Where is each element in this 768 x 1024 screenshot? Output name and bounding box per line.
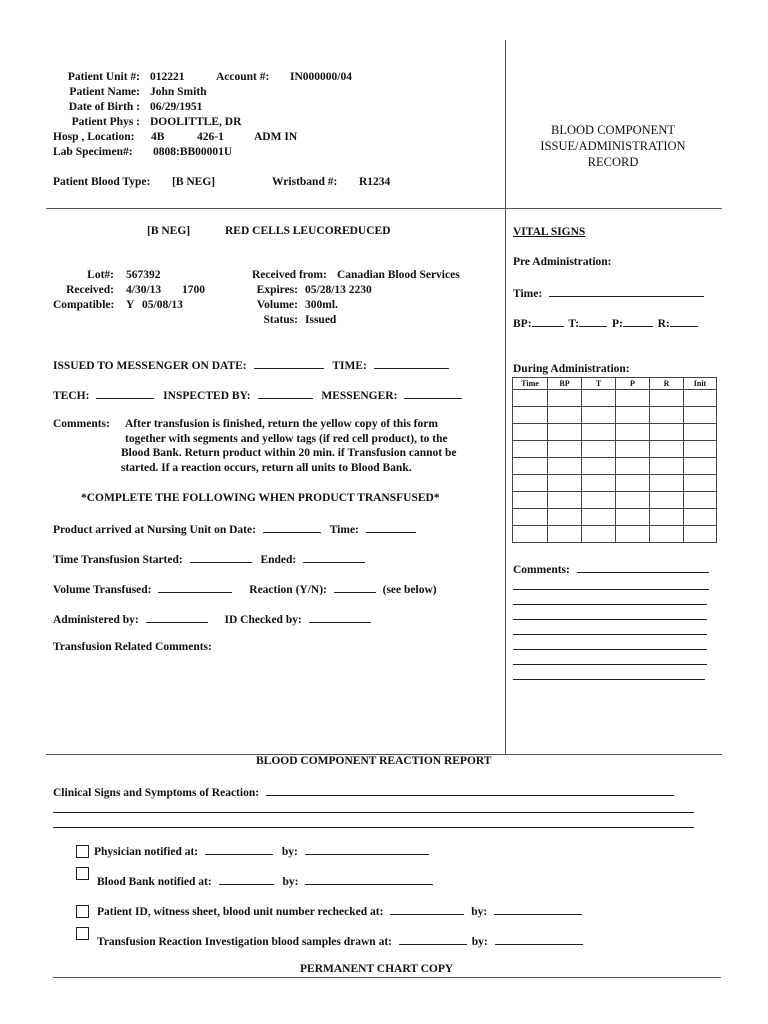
phys-value: DOOLITTLE, DR bbox=[150, 116, 242, 128]
unit-value: 012221 bbox=[150, 71, 185, 83]
administered-label: Administered by: bbox=[53, 614, 139, 626]
vitals-table-cell[interactable] bbox=[684, 492, 717, 509]
expires-value: 05/28/13 2230 bbox=[305, 284, 372, 296]
started-row bbox=[53, 552, 365, 566]
vitals-table-row bbox=[513, 407, 717, 424]
vitals-table-cell[interactable] bbox=[548, 407, 582, 424]
bloodbank-checkbox[interactable] bbox=[76, 867, 89, 880]
product-name: RED CELLS LEUCOREDUCED bbox=[225, 225, 391, 237]
comments-line-1: After transfusion is finished, return the yellow copy of this form bbox=[125, 418, 438, 430]
vitals-table-cell[interactable] bbox=[650, 424, 684, 441]
tech-label: TECH: bbox=[53, 390, 90, 402]
vitals-table-cell[interactable] bbox=[513, 407, 548, 424]
location-label: Hosp , Location: bbox=[53, 131, 135, 143]
lot-value: 567392 bbox=[126, 269, 161, 281]
recheck-label: Patient ID, witness sheet, blood unit number rechecked at: bbox=[97, 906, 384, 918]
ended-label: Ended: bbox=[260, 554, 297, 566]
vitals-table-cell[interactable] bbox=[616, 458, 650, 475]
volume-label: Volume: bbox=[256, 299, 298, 311]
specimen-value: 0808:BB00001U bbox=[153, 146, 233, 158]
physician-by-field[interactable] bbox=[305, 844, 429, 855]
t-field[interactable] bbox=[579, 316, 607, 327]
col-bp: BP bbox=[548, 378, 582, 390]
vital-signs-heading: VITAL SIGNS bbox=[513, 226, 586, 238]
vitals-table-cell[interactable] bbox=[548, 492, 582, 509]
vitals-table-cell[interactable] bbox=[684, 441, 717, 458]
vitals-table-row bbox=[513, 390, 717, 407]
physician-checkbox[interactable] bbox=[76, 845, 89, 858]
vitals-table-cell[interactable] bbox=[616, 390, 650, 407]
vitals-table-row bbox=[513, 458, 717, 475]
transfused-heading: *COMPLETE THE FOLLOWING WHEN PRODUCT TRANSFUSED* bbox=[81, 492, 440, 504]
physician-by-label: by: bbox=[281, 846, 298, 858]
administered-row bbox=[53, 612, 371, 626]
related-comments-label: Transfusion Related Comments: bbox=[53, 641, 212, 653]
vitals-table-header bbox=[513, 378, 717, 390]
bloodbank-label: Blood Bank notified at: bbox=[97, 876, 212, 888]
location-code: 4B bbox=[151, 131, 165, 143]
vitals-table-cell[interactable] bbox=[684, 390, 717, 407]
blood-type-label: Patient Blood Type: bbox=[53, 176, 151, 188]
messenger-label: MESSENGER: bbox=[321, 390, 398, 402]
product-type: [B NEG] bbox=[147, 225, 191, 237]
volume-transfused-field[interactable] bbox=[158, 582, 232, 593]
col-p: P bbox=[616, 378, 650, 390]
form-title bbox=[513, 122, 713, 170]
vitals-table-cell[interactable] bbox=[548, 424, 582, 441]
vitals-table-cell[interactable] bbox=[582, 492, 616, 509]
vitals-table-cell[interactable] bbox=[582, 526, 616, 543]
dob-value: 06/29/1951 bbox=[150, 101, 203, 113]
vitals-table-cell[interactable] bbox=[513, 492, 548, 509]
vitals-table-cell[interactable] bbox=[513, 526, 548, 543]
bp-label: BP: bbox=[513, 318, 532, 330]
investigation-by-label: by: bbox=[471, 936, 488, 948]
vitals-table-cell[interactable] bbox=[650, 475, 684, 492]
phys-label: Patient Phys : bbox=[71, 116, 140, 128]
id-checked-label: ID Checked by: bbox=[224, 614, 302, 626]
issue-date-row bbox=[53, 358, 449, 372]
vitals-table-cell[interactable] bbox=[548, 390, 582, 407]
dob-label: Date of Birth : bbox=[68, 101, 140, 113]
vitals-table bbox=[512, 377, 717, 543]
vitals-table-cell[interactable] bbox=[582, 458, 616, 475]
vitals-comments-row bbox=[513, 562, 709, 576]
physician-label: Physician notified at: bbox=[94, 846, 199, 858]
wristband-value: R1234 bbox=[359, 176, 391, 188]
vitals-table-cell[interactable] bbox=[684, 526, 717, 543]
vitals-table-cell[interactable] bbox=[684, 509, 717, 526]
compatible-date: 05/08/13 bbox=[142, 299, 183, 311]
r-field[interactable] bbox=[670, 316, 698, 327]
issue-time-field[interactable] bbox=[374, 358, 449, 369]
bloodbank-by-field[interactable] bbox=[305, 874, 433, 885]
messenger-field[interactable] bbox=[404, 388, 462, 399]
p-label: P: bbox=[611, 318, 623, 330]
vitals-table-cell[interactable] bbox=[582, 441, 616, 458]
received-from-value: Canadian Blood Services bbox=[337, 269, 460, 281]
pre-vitals-row bbox=[513, 316, 698, 330]
pre-time-label: Time: bbox=[513, 288, 543, 300]
location-room: 426-1 bbox=[197, 131, 224, 143]
bp-field[interactable] bbox=[532, 316, 564, 327]
vitals-table-cell[interactable] bbox=[650, 407, 684, 424]
account-value: IN000000/04 bbox=[290, 71, 352, 83]
vitals-table-cell[interactable] bbox=[548, 458, 582, 475]
vitals-table-cell[interactable] bbox=[513, 509, 548, 526]
location-status: ADM IN bbox=[254, 131, 298, 143]
blood-type-value: [B NEG] bbox=[172, 176, 216, 188]
vitals-table-cell[interactable] bbox=[513, 390, 548, 407]
pre-admin-label: Pre Administration: bbox=[513, 256, 612, 268]
form-title-line-3: RECORD bbox=[587, 155, 639, 169]
p-field[interactable] bbox=[623, 316, 653, 327]
vitals-table-cell[interactable] bbox=[513, 458, 548, 475]
started-label: Time Transfusion Started: bbox=[53, 554, 183, 566]
comments-line-3: Blood Bank. Return product within 20 min. if Transfusion cannot be bbox=[121, 447, 457, 459]
comments-line-2: together with segments and yellow tags (if red cell product), to the bbox=[125, 433, 448, 445]
vitals-table-cell[interactable] bbox=[650, 526, 684, 543]
during-admin-label: During Administration: bbox=[513, 363, 630, 375]
clinical-line[interactable] bbox=[53, 827, 694, 828]
account-label: Account #: bbox=[216, 71, 270, 83]
vitals-table-row bbox=[513, 441, 717, 458]
see-below-note: (see below) bbox=[382, 584, 437, 596]
vitals-table-cell[interactable] bbox=[684, 458, 717, 475]
vitals-table-row bbox=[513, 475, 717, 492]
col-r: R bbox=[650, 378, 684, 390]
vitals-table-row bbox=[513, 492, 717, 509]
compatible-label: Compatible: bbox=[53, 299, 115, 311]
name-label: Patient Name: bbox=[69, 86, 140, 98]
expires-label: Expires: bbox=[256, 284, 298, 296]
vitals-table-cell[interactable] bbox=[650, 390, 684, 407]
vitals-table-cell[interactable] bbox=[650, 492, 684, 509]
bloodbank-time-field[interactable] bbox=[219, 874, 274, 885]
name-value: John Smith bbox=[150, 86, 207, 98]
vitals-table-row bbox=[513, 509, 717, 526]
vitals-comment-line[interactable] bbox=[513, 604, 707, 605]
pre-time-row bbox=[513, 286, 704, 300]
clinical-field[interactable] bbox=[266, 785, 674, 796]
wristband-label: Wristband #: bbox=[272, 176, 338, 188]
unit-label: Patient Unit #: bbox=[67, 71, 140, 83]
col-time: Time bbox=[513, 378, 548, 390]
form-title-line-2: ISSUE/ADMINISTRATION bbox=[540, 139, 686, 153]
vitals-table-cell[interactable] bbox=[616, 526, 650, 543]
vitals-table-cell[interactable] bbox=[513, 475, 548, 492]
vitals-table-cell[interactable] bbox=[650, 458, 684, 475]
col-init: Init bbox=[684, 378, 717, 390]
vitals-table-row bbox=[513, 526, 717, 543]
vitals-table-cell[interactable] bbox=[582, 390, 616, 407]
vitals-table-cell[interactable] bbox=[548, 475, 582, 492]
recheck-by-label: by: bbox=[471, 906, 488, 918]
volume-transfused-label: Volume Transfused: bbox=[53, 584, 152, 596]
reaction-yn-label: Reaction (Y/N): bbox=[249, 584, 327, 596]
vitals-comment-line[interactable] bbox=[513, 679, 705, 680]
recheck-by-field[interactable] bbox=[494, 904, 582, 915]
comments-label: Comments: bbox=[53, 418, 110, 430]
vitals-comment-line[interactable] bbox=[513, 619, 707, 620]
vitals-table-cell[interactable] bbox=[548, 509, 582, 526]
inspected-field[interactable] bbox=[258, 388, 313, 399]
form-title-line-1: BLOOD COMPONENT bbox=[551, 123, 675, 137]
bloodbank-row bbox=[97, 874, 433, 888]
arrived-date-field[interactable] bbox=[263, 522, 321, 533]
vitals-comment-line[interactable] bbox=[513, 634, 707, 635]
vitals-table-cell[interactable] bbox=[650, 441, 684, 458]
vitals-comment-line[interactable] bbox=[513, 649, 707, 650]
volume-row bbox=[53, 582, 437, 596]
header-divider bbox=[46, 208, 722, 209]
pre-time-field[interactable] bbox=[549, 286, 704, 297]
arrived-row bbox=[53, 522, 416, 536]
t-label: T: bbox=[568, 318, 580, 330]
arrived-time-label: Time: bbox=[329, 524, 359, 536]
vertical-divider bbox=[505, 40, 506, 754]
vitals-table-cell[interactable] bbox=[616, 441, 650, 458]
received-time: 1700 bbox=[182, 284, 205, 296]
specimen-label: Lab Specimen#: bbox=[53, 146, 133, 158]
clinical-label: Clinical Signs and Symptoms of Reaction: bbox=[53, 787, 260, 799]
vitals-comments-field[interactable] bbox=[577, 562, 709, 573]
recheck-row bbox=[97, 904, 582, 918]
vitals-table-cell[interactable] bbox=[513, 424, 548, 441]
vitals-table-cell[interactable] bbox=[548, 526, 582, 543]
vitals-table-row bbox=[513, 424, 717, 441]
vitals-table-cell[interactable] bbox=[582, 509, 616, 526]
investigation-label: Transfusion Reaction Investigation blood samples drawn at: bbox=[97, 936, 392, 948]
status-label: Status: bbox=[263, 314, 298, 326]
volume-value: 300ml. bbox=[305, 299, 338, 311]
reaction-yn-field[interactable] bbox=[334, 582, 376, 593]
vitals-table-cell[interactable] bbox=[582, 407, 616, 424]
recheck-checkbox[interactable] bbox=[76, 905, 89, 918]
vitals-comment-line[interactable] bbox=[513, 589, 709, 590]
investigation-time-field[interactable] bbox=[399, 934, 467, 945]
vitals-table-cell[interactable] bbox=[684, 407, 717, 424]
issue-time-label: TIME: bbox=[332, 360, 367, 372]
id-checked-field[interactable] bbox=[309, 612, 371, 623]
vitals-table-cell[interactable] bbox=[582, 475, 616, 492]
ended-field[interactable] bbox=[303, 552, 365, 563]
lot-label: Lot#: bbox=[87, 269, 114, 281]
comments-line-4: started. If a reaction occurs, return all units to Blood Bank. bbox=[121, 462, 412, 474]
vitals-table-cell[interactable] bbox=[616, 492, 650, 509]
bloodbank-by-label: by: bbox=[282, 876, 299, 888]
vitals-table-cell[interactable] bbox=[582, 424, 616, 441]
vitals-comment-line[interactable] bbox=[513, 664, 707, 665]
vitals-table-cell[interactable] bbox=[513, 441, 548, 458]
vitals-table-cell[interactable] bbox=[616, 475, 650, 492]
issue-staff-row bbox=[53, 388, 462, 402]
vitals-table-cell[interactable] bbox=[616, 424, 650, 441]
recheck-time-field[interactable] bbox=[390, 904, 464, 915]
vitals-table-cell[interactable] bbox=[548, 441, 582, 458]
col-t: T bbox=[582, 378, 616, 390]
investigation-by-field[interactable] bbox=[495, 934, 583, 945]
status-value: Issued bbox=[305, 314, 337, 326]
messenger-date-field[interactable] bbox=[254, 358, 324, 369]
compatible-value: Y bbox=[126, 299, 135, 311]
vitals-table-cell[interactable] bbox=[684, 475, 717, 492]
started-field[interactable] bbox=[190, 552, 252, 563]
messenger-date-label: ISSUED TO MESSENGER ON DATE: bbox=[53, 360, 247, 372]
inspected-label: INSPECTED BY: bbox=[163, 390, 251, 402]
physician-time-field[interactable] bbox=[205, 844, 273, 855]
vitals-comments-label: Comments: bbox=[513, 564, 570, 576]
administered-field[interactable] bbox=[146, 612, 208, 623]
vitals-table-cell[interactable] bbox=[650, 509, 684, 526]
vitals-table-cell[interactable] bbox=[616, 407, 650, 424]
tech-field[interactable] bbox=[96, 388, 154, 399]
vitals-table-cell[interactable] bbox=[684, 424, 717, 441]
physician-row bbox=[94, 844, 429, 858]
arrived-label: Product arrived at Nursing Unit on Date: bbox=[53, 524, 256, 536]
footer-divider bbox=[53, 977, 721, 978]
investigation-checkbox[interactable] bbox=[76, 927, 89, 940]
clinical-line[interactable] bbox=[53, 812, 694, 813]
arrived-time-field[interactable] bbox=[366, 522, 416, 533]
clinical-row bbox=[53, 785, 674, 799]
received-date: 4/30/13 bbox=[126, 284, 162, 296]
received-from-label: Received from: bbox=[252, 269, 327, 281]
received-label: Received: bbox=[66, 284, 114, 296]
footer-label: PERMANENT CHART COPY bbox=[300, 963, 454, 975]
r-label: R: bbox=[657, 318, 670, 330]
investigation-row bbox=[97, 934, 583, 948]
vitals-table-cell[interactable] bbox=[616, 509, 650, 526]
reaction-heading: BLOOD COMPONENT REACTION REPORT bbox=[256, 755, 492, 767]
